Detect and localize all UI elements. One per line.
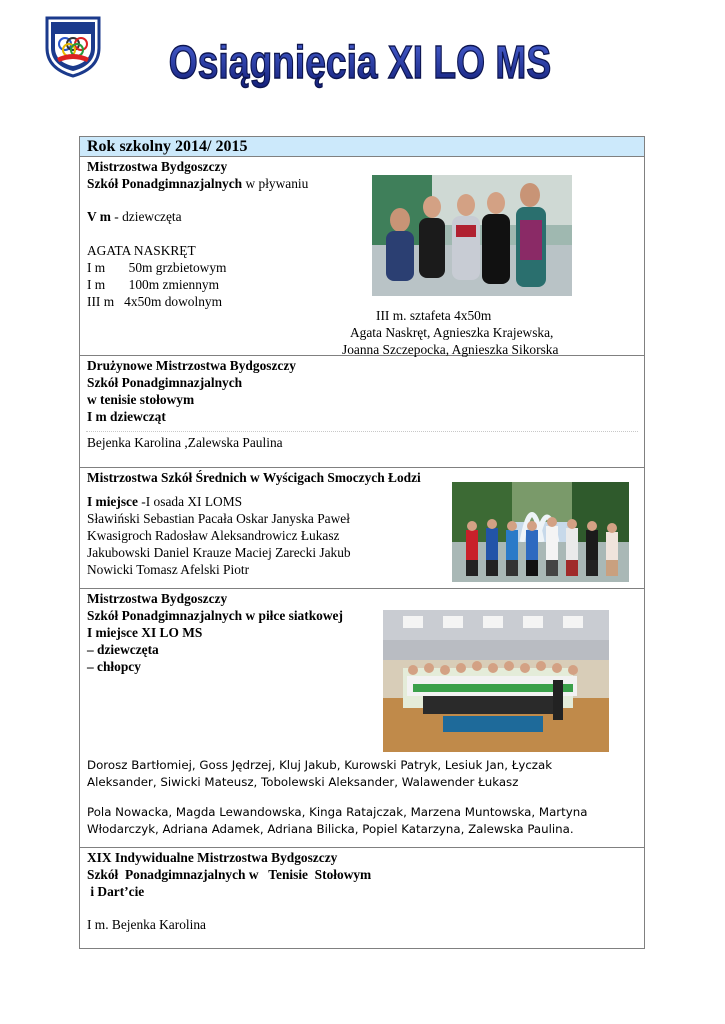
dragon-boat-team-photo (452, 482, 629, 582)
girls-team-names: Pola Nowacka, Magda Lewandowska, Kinga Ratajczak, Marzena Muntowska, Martyna (87, 805, 588, 819)
team-members: Bejenka Karolina ,Zalewska Paulina (87, 435, 283, 450)
section-title: XIX Indywidualne Mistrzostwa Bydgoszczy (87, 850, 338, 865)
section-title: Szkół Ponadgimnazjalnych w piłce siatkowej (87, 608, 343, 623)
category-girls: – dziewczęta (87, 642, 159, 657)
volleyball-section (80, 589, 645, 848)
boys-team-names: Dorosz Bartłomiej, Goss Jędrzej, Kluj Jakub, Kurowski Patryk, Lesiuk Jan, Łyczak (87, 758, 553, 772)
section-result: I m. Bejenka Karolina (87, 917, 206, 932)
crew-members: Jakubowski Daniel Krauze Maciej Zarecki Jakub (87, 545, 351, 560)
section-title: w tenisie stołowym (87, 392, 195, 407)
swimming-title: Mistrzostwa Bydgoszczy (87, 159, 228, 174)
page-title-text: Osiągnięcia XI LO MS (168, 36, 552, 88)
section-result: I miejsce XI LO MS (87, 625, 203, 640)
section-title: Mistrzostwa Bydgoszczy (87, 591, 228, 606)
crew-members: Kwasigroch Radosław Aleksandrowicz Łukasz (87, 528, 340, 543)
relay-caption: Joanna Szczepocka, Agnieszka Sikorska (342, 342, 559, 357)
individual-table-tennis-section (80, 848, 645, 949)
crew-members: Sławiński Sebastian Pacała Oskar Janyska Paweł (87, 511, 350, 526)
section-result (87, 493, 242, 510)
swimming-subtitle-rest: w pływaniu (242, 176, 309, 191)
section-title: Drużynowe Mistrzostwa Bydgoszczy (87, 358, 296, 373)
result-rest: -I osada XI LOMS (137, 494, 243, 509)
relay-caption: III m. sztafeta 4x50m (376, 308, 492, 323)
dragon-boat-section (80, 468, 645, 589)
achievements-table (79, 136, 645, 949)
crew-members: Nowicki Tomasz Afelski Piotr (87, 562, 250, 577)
page-title (168, 34, 552, 94)
section-result: I m dziewcząt (87, 409, 166, 424)
relay-caption: Agata Naskręt, Agnieszka Krajewska, (350, 325, 554, 340)
swimming-place (87, 208, 182, 225)
swimming-team-photo (372, 175, 572, 296)
result-bold: I miejsce (87, 494, 138, 509)
swimming-subtitle (87, 175, 308, 192)
divider (86, 431, 638, 432)
section-title: Szkół Ponadgimnazjalnych w Tenisie Stołowym (87, 867, 372, 882)
swimming-place-bold: V m (87, 209, 111, 224)
school-logo (43, 14, 103, 78)
volleyball-team-photo (383, 610, 609, 752)
category-boys: – chłopcy (87, 659, 141, 674)
school-year-header: Rok szkolny 2014/ 2015 (80, 137, 645, 157)
section-title: Mistrzostwa Szkół Średnich w Wyścigach Smoczych Łodzi (87, 470, 421, 485)
section-title: i Dart’cie (87, 884, 145, 899)
boys-team-names: Aleksander, Siwicki Mateusz, Tobolewski Aleksander, Walawender Łukasz (87, 775, 519, 789)
table-tennis-team-section (80, 356, 645, 468)
swimming-result: I m 100m zmiennym (87, 277, 220, 292)
swimming-subtitle-bold: Szkół Ponadgimnazjalnych (87, 176, 243, 191)
section-title: Szkół Ponadgimnazjalnych (87, 375, 243, 390)
swimming-result: III m 4x50m dowolnym (87, 294, 223, 309)
swimmer-name: AGATA NASKRĘT (87, 243, 196, 258)
swimming-section (80, 157, 645, 356)
girls-team-names: Włodarczyk, Adriana Adamek, Adriana Bilicka, Popiel Katarzyna, Zalewska Paulina. (87, 822, 574, 836)
swimming-place-rest: - dziewczęta (110, 209, 182, 224)
swimming-result: I m 50m grzbietowym (87, 260, 227, 275)
